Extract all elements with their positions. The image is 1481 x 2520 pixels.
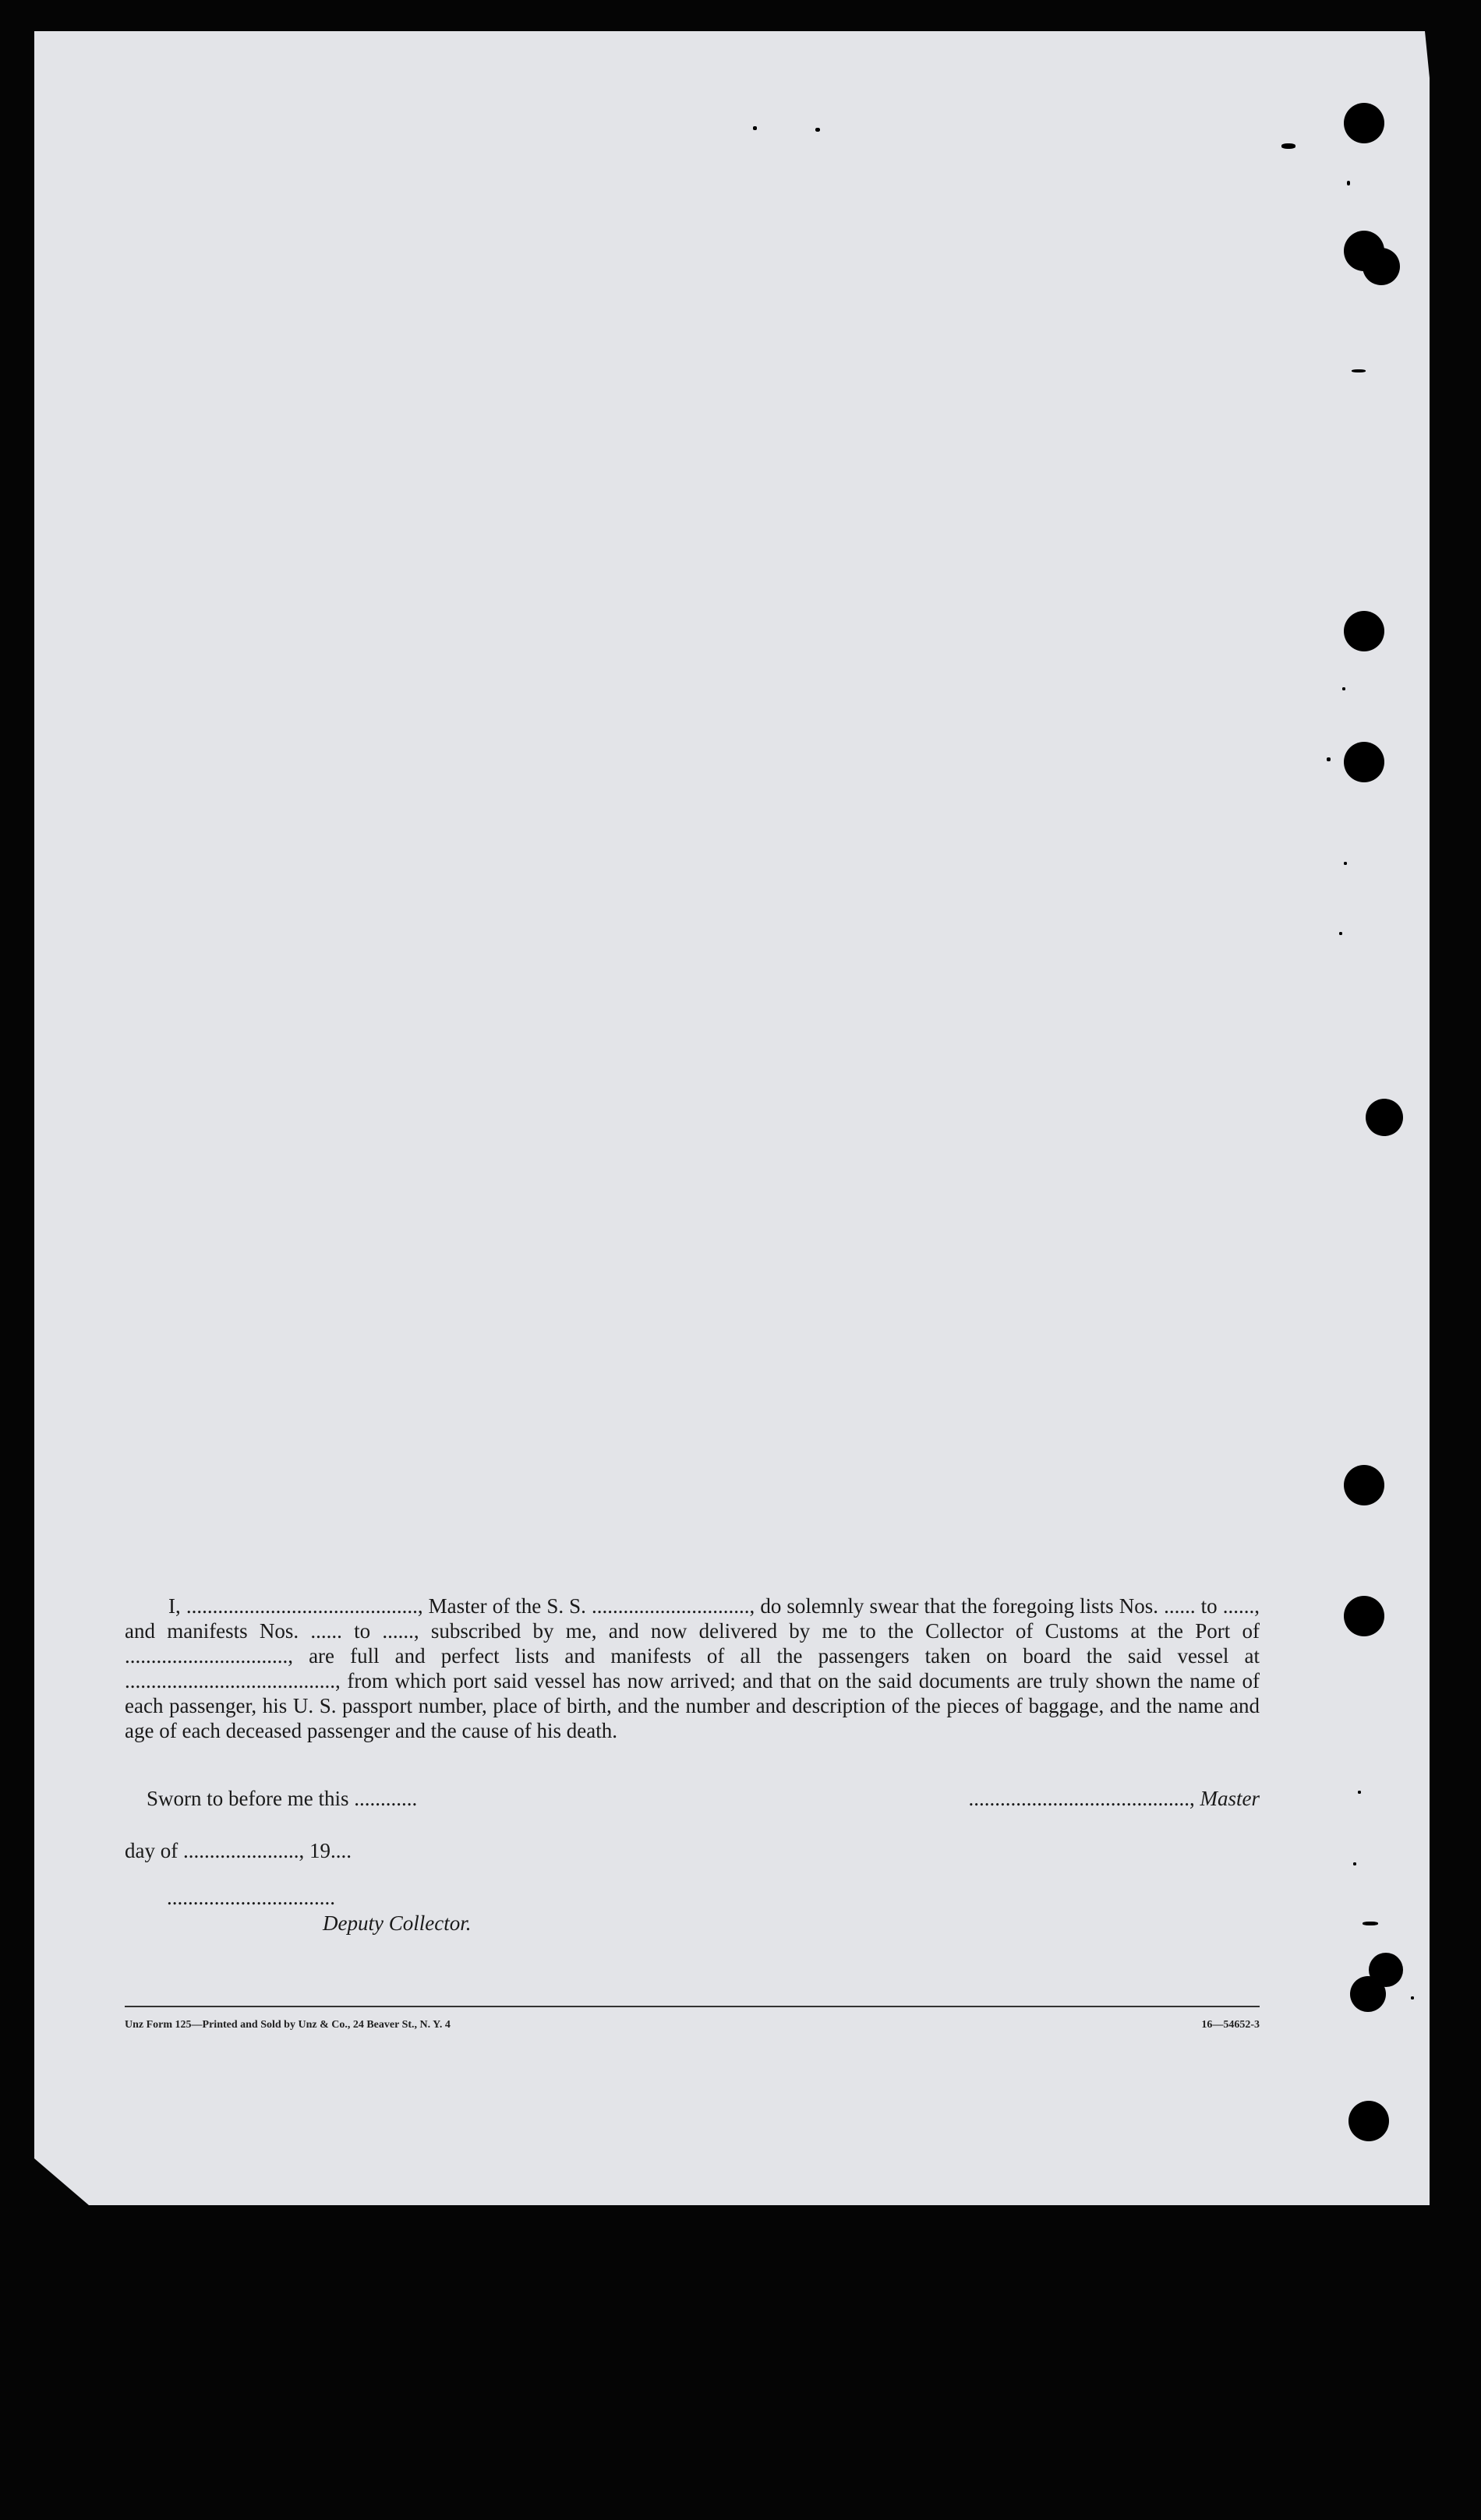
deputy-signature-dots: ................................ [167, 1886, 335, 1909]
punch-hole [1344, 1465, 1384, 1505]
ink-speck [1347, 181, 1350, 185]
document-page [34, 31, 1430, 2205]
ink-speck [1344, 862, 1347, 865]
footer-imprint: Unz Form 125—Printed and Sold by Unz & Co., 24 Beaver St., N. Y. 4 [125, 2019, 451, 2031]
punch-hole [1363, 248, 1400, 285]
punch-hole [1350, 1976, 1386, 2012]
master-signature-line [969, 1787, 1260, 1811]
punch-hole [1348, 2101, 1389, 2141]
ink-speck [1281, 143, 1295, 149]
punch-hole [1344, 611, 1384, 651]
footer-form-number: 16—54652-3 [1201, 2019, 1260, 2031]
footer-rule [125, 2006, 1260, 2007]
ink-speck [1352, 369, 1366, 372]
ink-speck [1411, 1996, 1414, 1999]
day-of-line: day of ......................, 19.... [125, 1839, 352, 1862]
punch-hole [1366, 1099, 1403, 1136]
ink-speck [1358, 1791, 1361, 1794]
ink-speck [1342, 687, 1345, 690]
ink-speck [815, 128, 820, 132]
punch-hole [1344, 1596, 1384, 1636]
ink-speck [1353, 1862, 1356, 1865]
punch-hole [1344, 103, 1384, 143]
master-signature-dots: .........................................., [968, 1787, 1195, 1810]
master-label: Master [1200, 1787, 1260, 1810]
punch-hole [1344, 742, 1384, 782]
ink-speck [1339, 932, 1342, 935]
ink-speck [1363, 1922, 1378, 1925]
sworn-before-line: Sworn to before me this ............ [147, 1787, 418, 1810]
ink-speck [1327, 757, 1331, 761]
oath-paragraph: I, ............................................, Master of the S. S. .............................., do solemnly swear that the foregoing lists Nos. ...... to ......, and manifests Nos. ...... to ......, subscribed by me, and now delivered by me to the Collector of Customs at the Port of ..............................., are full and perfect lists and manifests of all the passengers taken on board the said vessel at ........................................, from which port said vessel has now arrived; and that on the said documents are truly shown the name of each passenger, his U. S. passport number, place of birth, and the number and description of the pieces of baggage, and the name and age of each deceased passenger and the cause of his death. [125, 1594, 1260, 1742]
deputy-collector-label: Deputy Collector. [323, 1911, 472, 1935]
ink-speck [753, 126, 757, 130]
